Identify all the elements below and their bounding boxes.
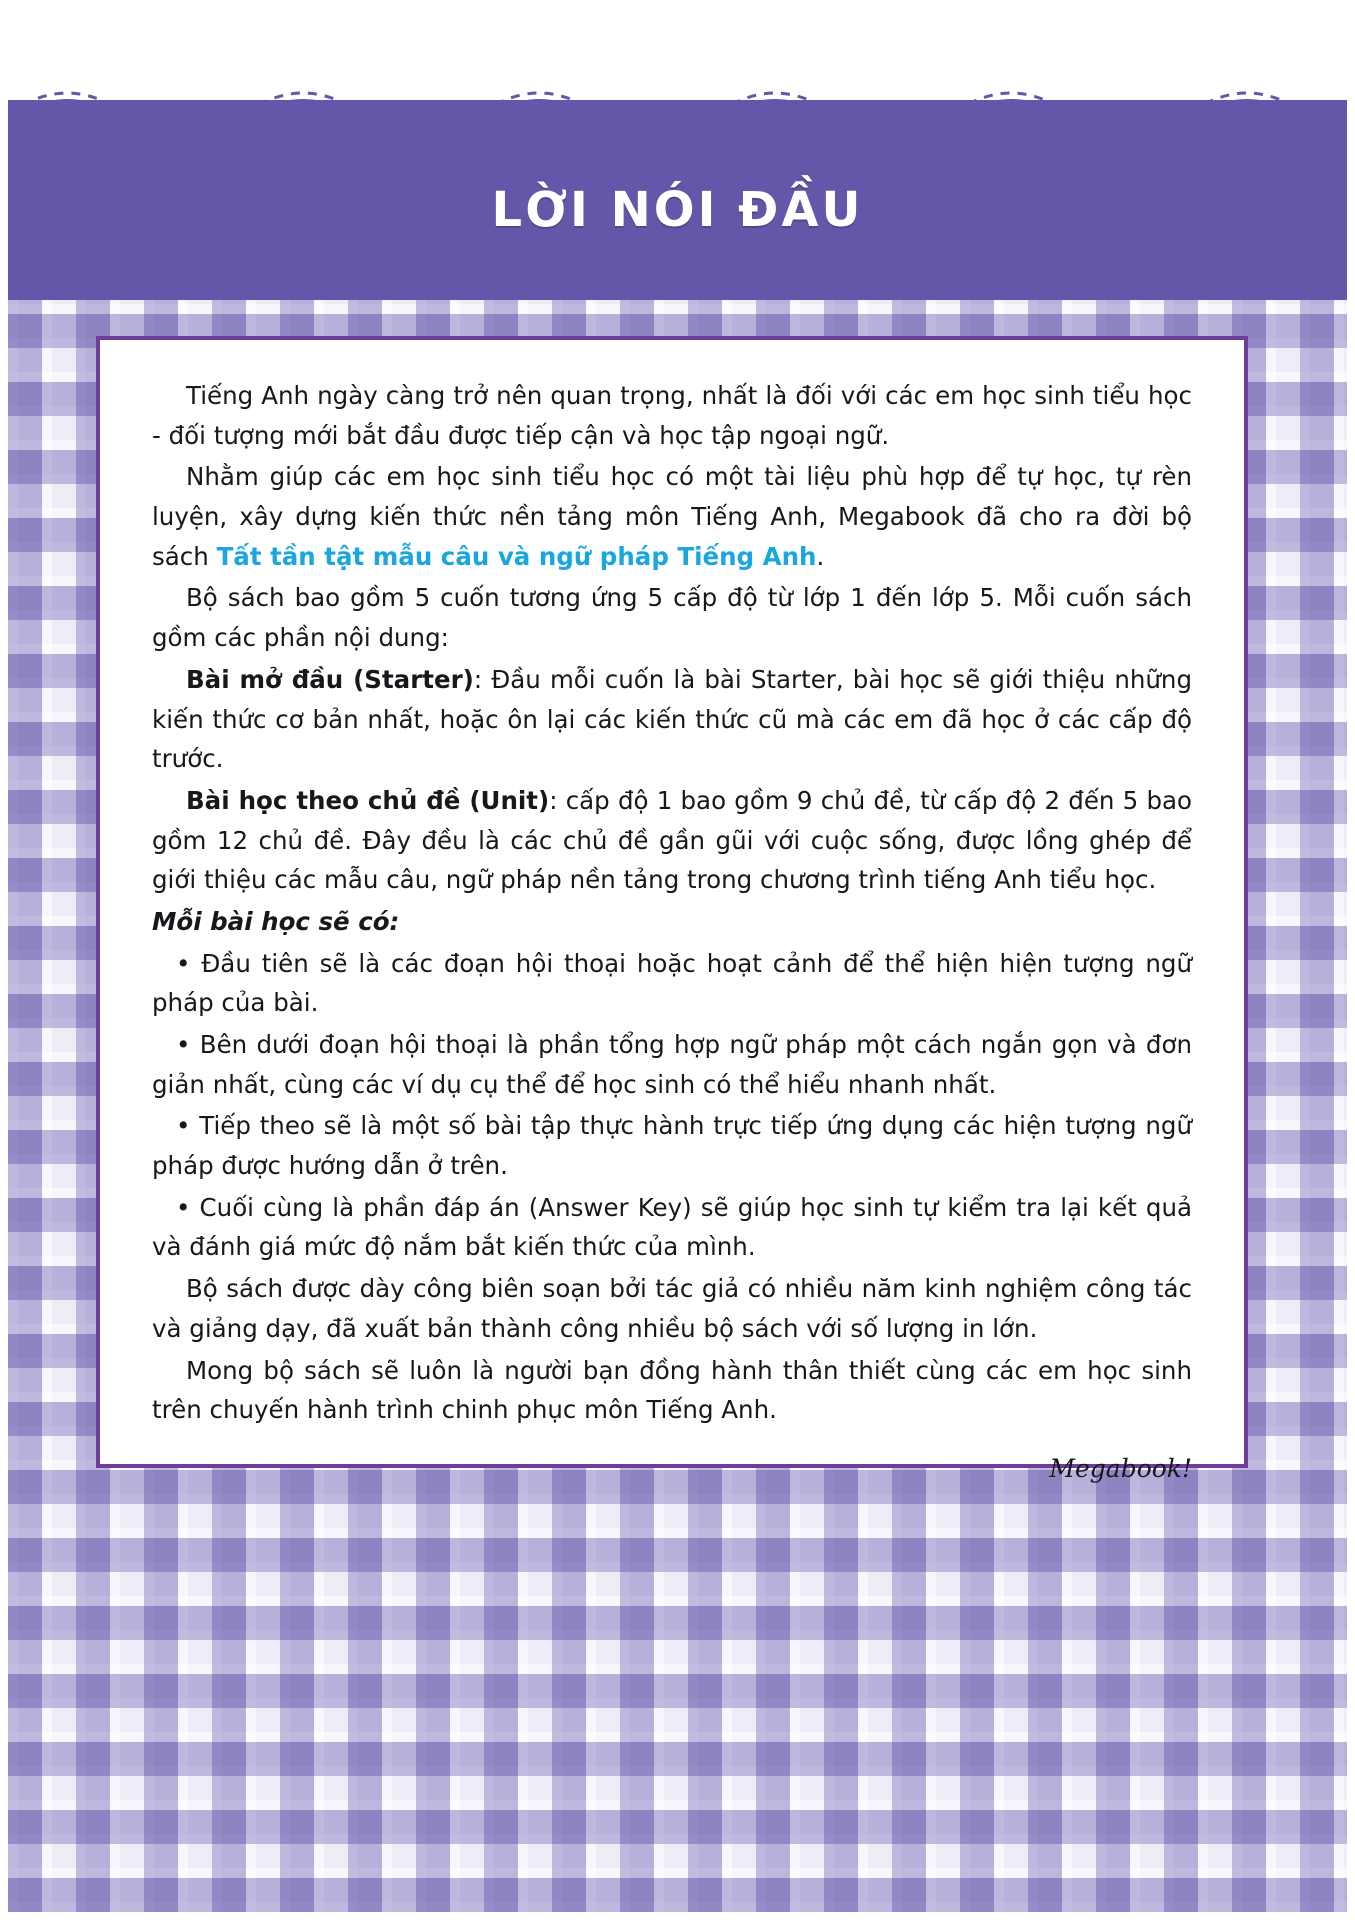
paragraph-closing: Mong bộ sách sẽ luôn là người bạn đồng hành thân thiết cùng các em học sinh trên chuyến hành trình chinh phục môn Tiếng Anh. [152, 1355, 1192, 1425]
list-item: • Bên dưới đoạn hội thoại là phần tổng hợp ngữ pháp một cách ngắn gọn và đơn giản nhất, cùng các ví dụ cụ thể để học sinh có thể hiểu nhanh nhất. [152, 1030, 1192, 1099]
lesson-structure-heading: Mỗi bài học sẽ có: [152, 906, 400, 936]
content-card-inner [100, 340, 1244, 1483]
unit-label: Bài học theo chủ đề (Unit) [186, 785, 550, 815]
banner-wave-decoration [8, 86, 1347, 138]
list-item: • Tiếp theo sẽ là một số bài tập thực hành trực tiếp ứng dụng các hiện tượng ngữ pháp được hướng dẫn ở trên. [152, 1111, 1192, 1181]
book-series-title: Tất tần tật mẫu câu và ngữ pháp Tiếng Anh [216, 541, 817, 571]
page-title: LỜI NÓI ĐẦU [491, 182, 864, 238]
paragraph-unit [152, 781, 1192, 900]
unit-text: : cấp độ 1 bao gồm 9 chủ đề, từ cấp độ 2 đến 5 bao gồm 12 chủ đề. Đây đều là các chủ đề gần gũi với cuộc sống, được lồng ghép để giới thiệu các mẫu câu, ngữ pháp nền tảng trong chương trình tiếng Anh tiểu học. [152, 785, 1192, 895]
paragraph-authors: Bộ sách được dày công biên soạn bởi tác giả có nhiều năm kinh nghiệm công tác và giảng dạy, đã xuất bản thành công nhiều bộ sách với số lượng in lớn. [152, 1274, 1192, 1343]
signature: Megabook! [1049, 1453, 1192, 1483]
starter-label: Bài mở đầu (Starter) [186, 664, 474, 694]
paragraph-intro: Tiếng Anh ngày càng trở nên quan trọng, nhất là đối với các em học sinh tiểu học - đối tượng mới bắt đầu được tiếp cận và học tập ngoại ngữ. [152, 381, 1192, 450]
starter-text: : Đầu mỗi cuốn là bài Starter, bài học sẽ giới thiệu những kiến thức cơ bản nhất, hoặc ôn lại các kiến thức cũ mà các em đã học ở các cấp độ trước. [152, 664, 1192, 774]
paragraph-structure: Bộ sách bao gồm 5 cuốn tương ứng 5 cấp độ từ lớp 1 đến lớp 5. Mỗi cuốn sách gồm các phần nội dung: [152, 583, 1192, 653]
list-item: • Đầu tiên sẽ là các đoạn hội thoại hoặc hoạt cảnh để thể hiện hiện tượng ngữ pháp của bài. [152, 948, 1192, 1018]
paragraph-purpose [152, 457, 1192, 576]
paragraph-purpose-after: . [816, 541, 825, 571]
paragraph-starter [152, 660, 1192, 779]
list-item: • Cuối cùng là phần đáp án (Answer Key) sẽ giúp học sinh tự kiểm tra lại kết quả và đánh giá mức độ nắm bắt kiến thức của mình. [152, 1192, 1192, 1262]
content-card [96, 336, 1248, 1483]
paragraph-purpose-before: Nhằm giúp các em học sinh tiểu học có một tài liệu phù hợp để tự học, tự rèn luyện, xây dựng kiến thức nền tảng môn Tiếng Anh, Megabook đã cho ra đời bộ sách [152, 462, 1192, 571]
